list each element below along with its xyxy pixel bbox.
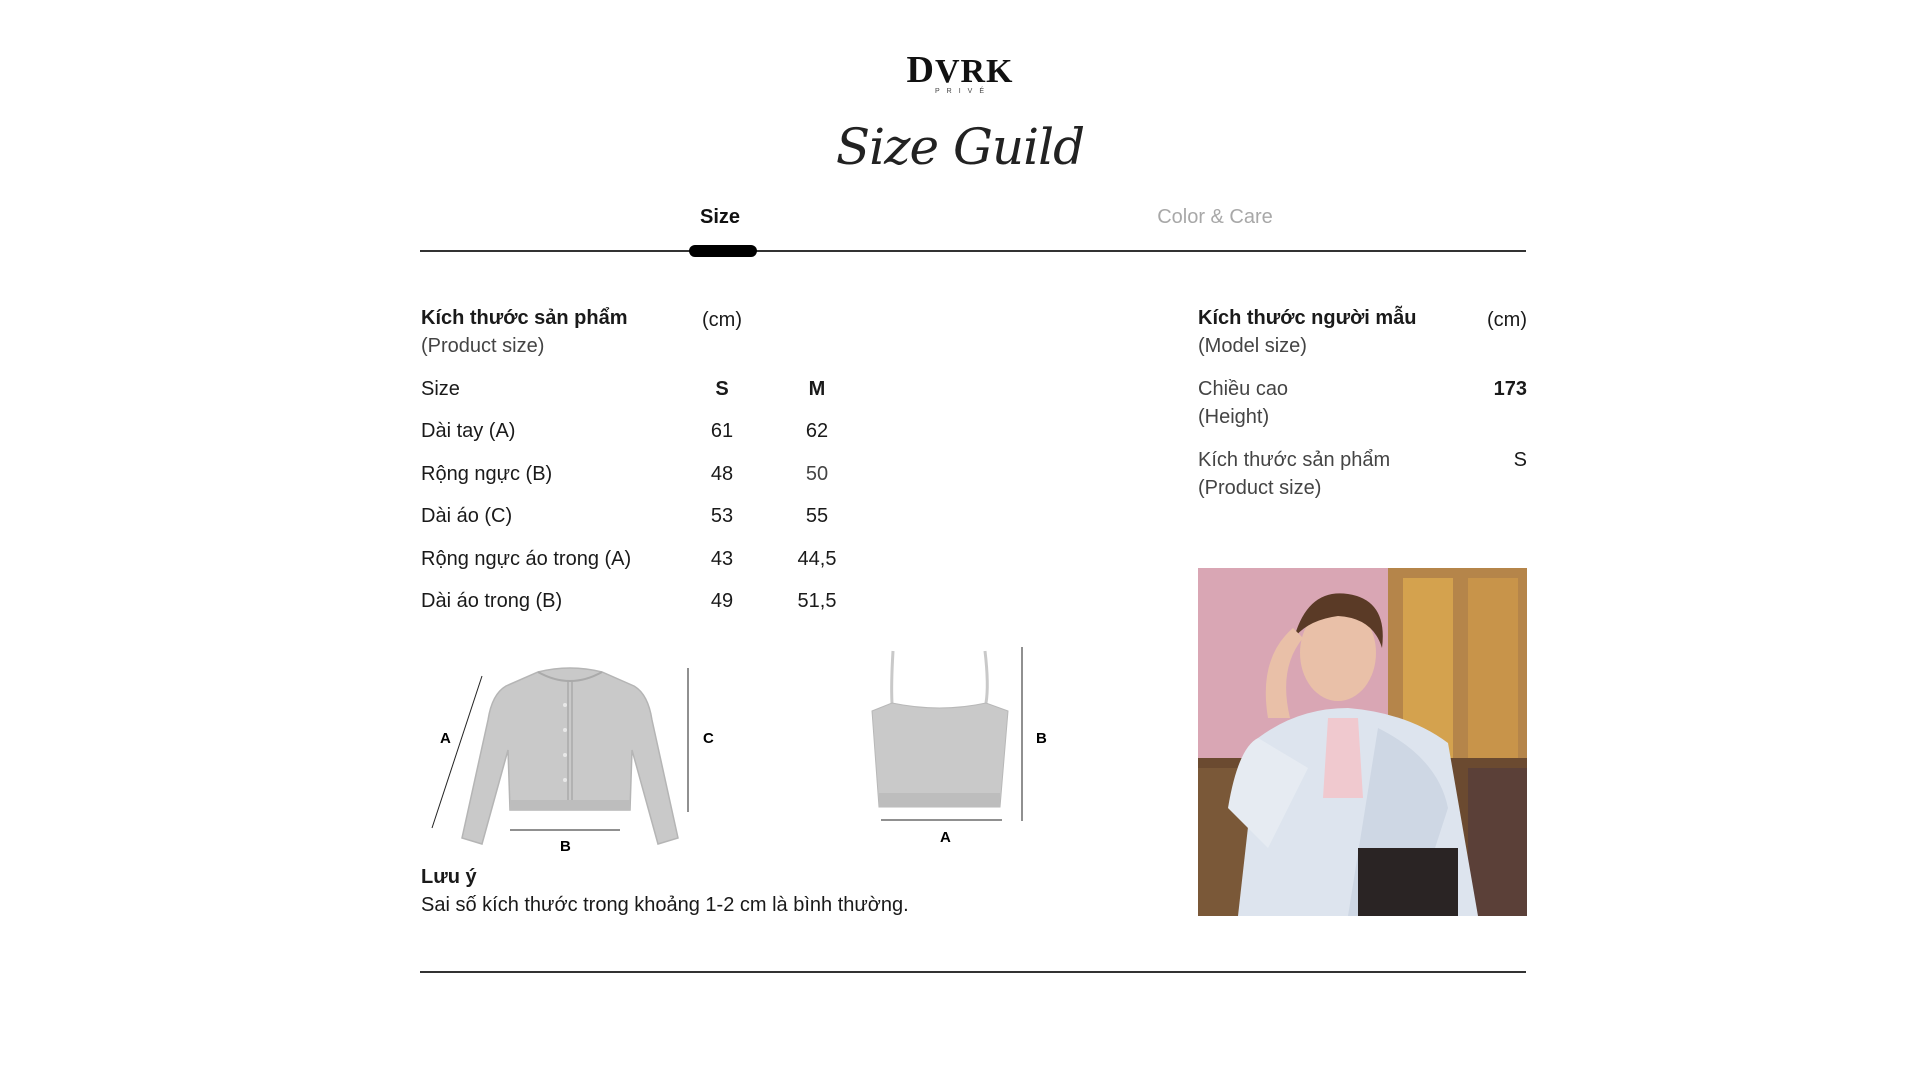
model-height-label: Chiều cao [1198,378,1289,400]
table-row-label: Dài tay (A) [421,420,516,442]
table-row-label: Dài áo trong (B) [421,590,563,612]
table-row-label: Rộng ngực (B) [421,463,553,485]
tab-size[interactable]: Size [699,206,741,228]
table-row-label: Rộng ngực áo trong (A) [421,548,632,570]
size-header-label: Size [421,378,460,400]
tabs-divider [420,250,1526,252]
camisole-diagram [860,645,1070,855]
brand-initial: D [906,49,935,91]
note-title: Lưu ý [421,866,477,888]
model-size-unit: (cm) [1487,309,1527,331]
camisole-illustration [872,651,1008,807]
page-title: Size Guild [835,118,1085,176]
product-size-heading: Kích thước sản phẩm [421,307,628,329]
size-header-s: S [715,378,729,400]
product-size-heading-en: (Product size) [421,335,545,357]
cardigan-label-a: A [440,730,451,747]
brand-subtitle: PRIVÉ [934,88,991,95]
model-product-size-label-en: (Product size) [1198,477,1322,499]
product-size-unit: (cm) [702,309,742,331]
size-header-m: M [808,378,826,400]
table-row-s: 48 [710,463,734,485]
model-height-value: 173 [1493,378,1527,400]
camisole-label-b: B [1036,730,1047,747]
table-row-m: 55 [805,505,829,527]
model-photo [1198,568,1527,916]
table-row-m: 51,5 [797,590,837,612]
model-height-label-en: (Height) [1198,406,1270,428]
brand-logo[interactable] [0,49,1920,95]
brand-name: VRK [934,53,1014,90]
active-tab-indicator [689,245,757,257]
bottom-divider [420,971,1526,973]
table-row-s: 53 [710,505,734,527]
table-row-s: 43 [710,548,734,570]
table-row-s: 49 [710,590,734,612]
note-text: Sai số kích thước trong khoảng 1-2 cm là bình thường. [421,894,909,916]
cardigan-label-c: C [703,730,714,747]
table-row-s: 61 [710,420,734,442]
cardigan-illustration [462,668,678,844]
cardigan-label-b: B [560,838,571,855]
table-row-m: 44,5 [797,548,837,570]
model-product-size-value: S [1513,449,1527,471]
model-photo-illustration [1198,568,1527,916]
cardigan-diagram [420,660,740,860]
table-row-m: 50 [805,463,829,485]
model-product-size-label: Kích thước sản phẩm [1198,449,1391,471]
table-row-label: Dài áo (C) [421,505,513,527]
camisole-label-a: A [940,829,951,846]
model-size-heading-en: (Model size) [1198,335,1307,357]
table-row-m: 62 [805,420,829,442]
tab-color-care[interactable]: Color & Care [1157,206,1273,228]
model-size-heading: Kích thước người mẫu [1198,307,1417,329]
